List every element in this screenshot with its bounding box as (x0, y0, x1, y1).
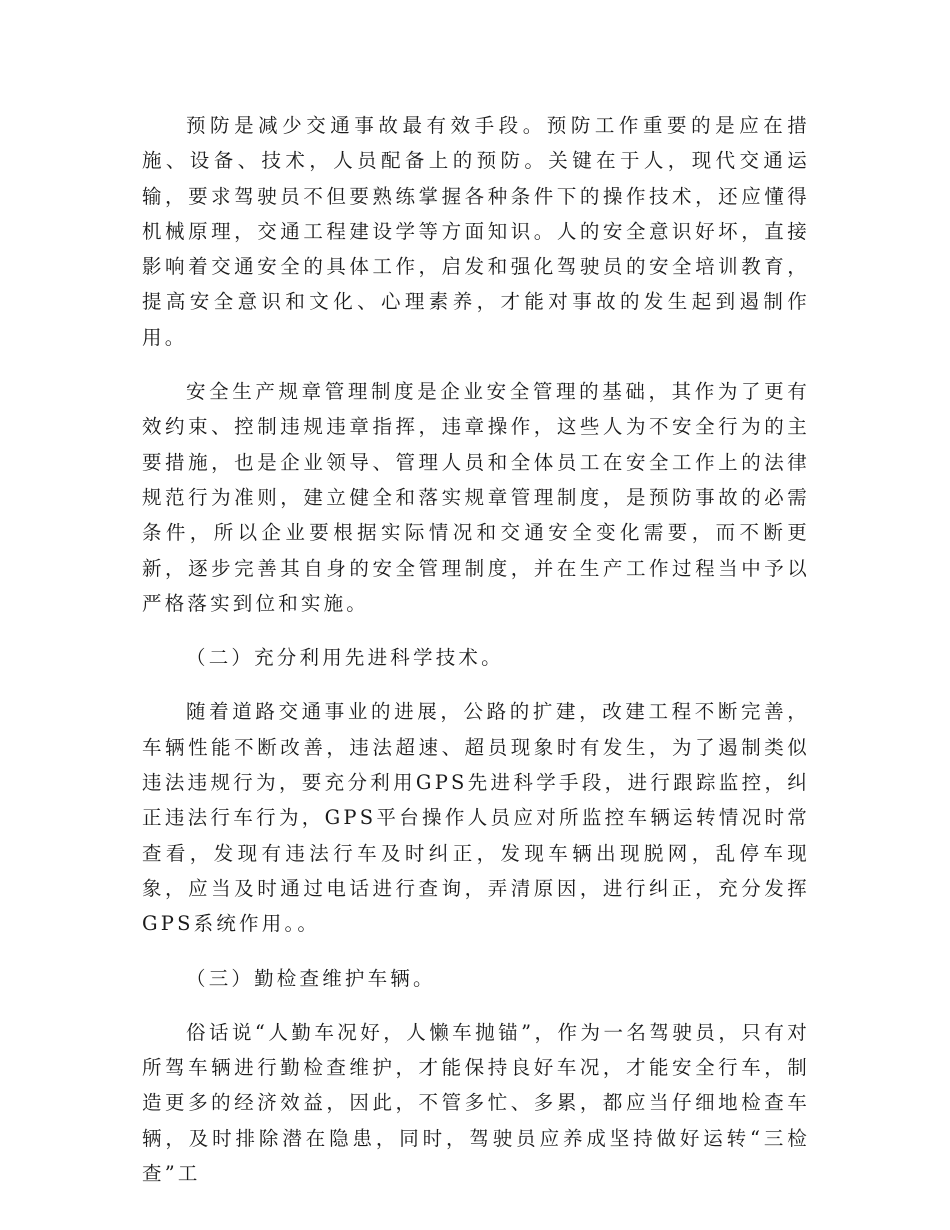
section-heading-technology: （二）充分利用先进科学技术。 (186, 646, 504, 670)
paragraph-vehicle-inspection: 俗话说“人勤车况好，人懒车抛锚”，作为一名驾驶员，只有对所驾车辆进行勤检查维护，才能保持良好车况，才能安全行车，制造更多的经济效益，因此，不管多忙、多累，都应当仔细地检查车辆，及时排除潜在隐患，同时，驾驶员应养成坚持做好运转“三检查”工 (142, 1020, 810, 1186)
paragraph-regulations: 安全生产规章管理制度是企业安全管理的基础，其作为了更有效约束、控制违规违章指挥，违章操作，这些人为不安全行为的主要措施，也是企业领导、管理人员和全体员工在安全工作上的法律规范行为准则，建立健全和落实规章管理制度，是预防事故的必需条件，所以企业要根据实际情况和交通安全变化需要，而不断更新，逐步完善其自身的安全管理制度，并在生产工作过程当中予以严格落实到位和实施。 (142, 380, 810, 615)
document-body (142, 108, 810, 1191)
section-heading-vehicle-maintenance: （三）勤检查维护车辆。 (186, 966, 436, 990)
paragraph-prevention: 预防是减少交通事故最有效手段。预防工作重要的是应在措施、设备、技术，人员配备上的预防。关键在于人，现代交通运输，要求驾驶员不但要熟练掌握各种条件下的操作技术，还应懂得机械原理，交通工程建设学等方面知识。人的安全意识好坏，直接影响着交通安全的具体工作，启发和强化驾驶员的安全培训教育，提高安全意识和文化、心理素养，才能对事故的发生起到遏制作用。 (142, 114, 810, 349)
paragraph-gps-monitoring: 随着道路交通事业的进展，公路的扩建，改建工程不断完善，车辆性能不断改善，违法超速、超员现象时有发生，为了遏制类似违法违规行为，要充分利用GPS先进科学手段，进行跟踪监控，纠正违法行车行为，GPS平台操作人员应对所监控车辆运转情况时常查看，发现有违法行车及时纠正，发现车辆出现脱网，乱停车现象，应当及时通过电话进行查询，弄清原因，进行纠正，充分发挥GPS系统作用。。 (142, 700, 810, 936)
